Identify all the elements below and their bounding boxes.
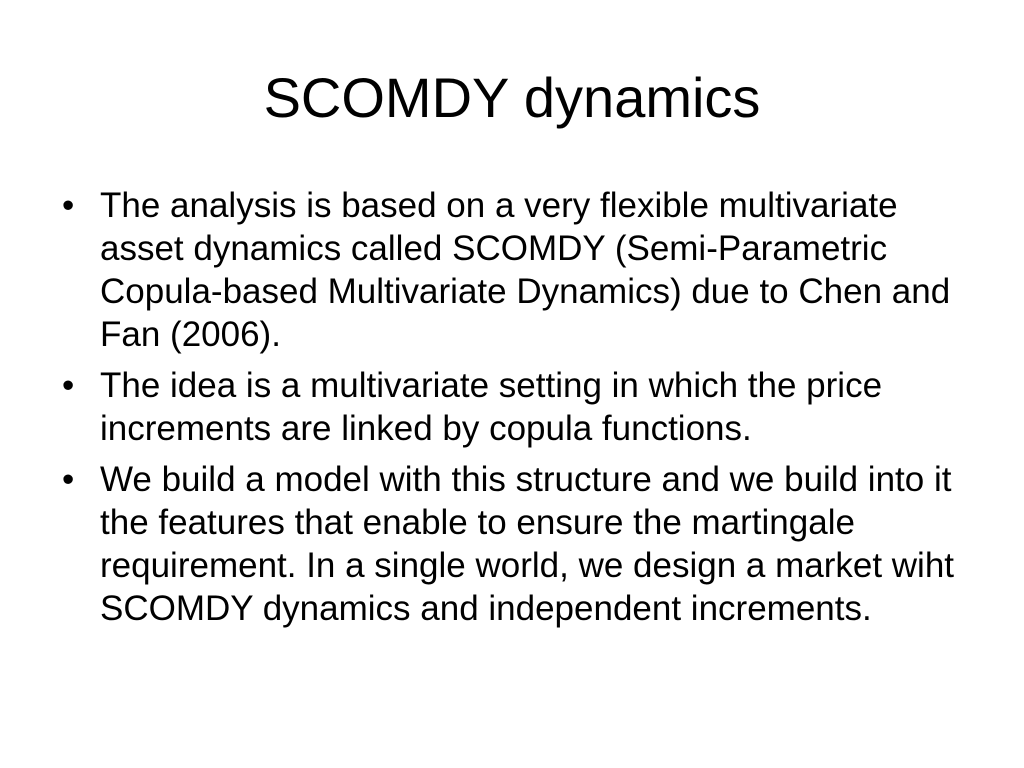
bullet-text: The idea is a multivariate setting in which the price increments are linked by copula functions. [100, 366, 883, 448]
bullet-item [62, 364, 982, 450]
bullet-item [62, 458, 982, 630]
bullet-text: The analysis is based on a very flexible multivariate asset dynamics called SCOMDY (Semi-Parametric Copula-based Multivariate Dynamics) due to Chen and Fan (2006). [100, 186, 951, 354]
bullet-list [62, 184, 982, 638]
bullet-dot: • [62, 186, 75, 225]
bullet-text: We build a model with this structure and we build into it the features that enable to ensure the martingale requirement. In a single world, we design a market wiht SCOMDY dynamics and independent increments. [100, 460, 955, 628]
bullet-dot: • [62, 366, 75, 405]
bullet-dot: • [62, 460, 75, 499]
bullet-item [62, 184, 982, 356]
slide-title: SCOMDY dynamics [263, 66, 761, 129]
